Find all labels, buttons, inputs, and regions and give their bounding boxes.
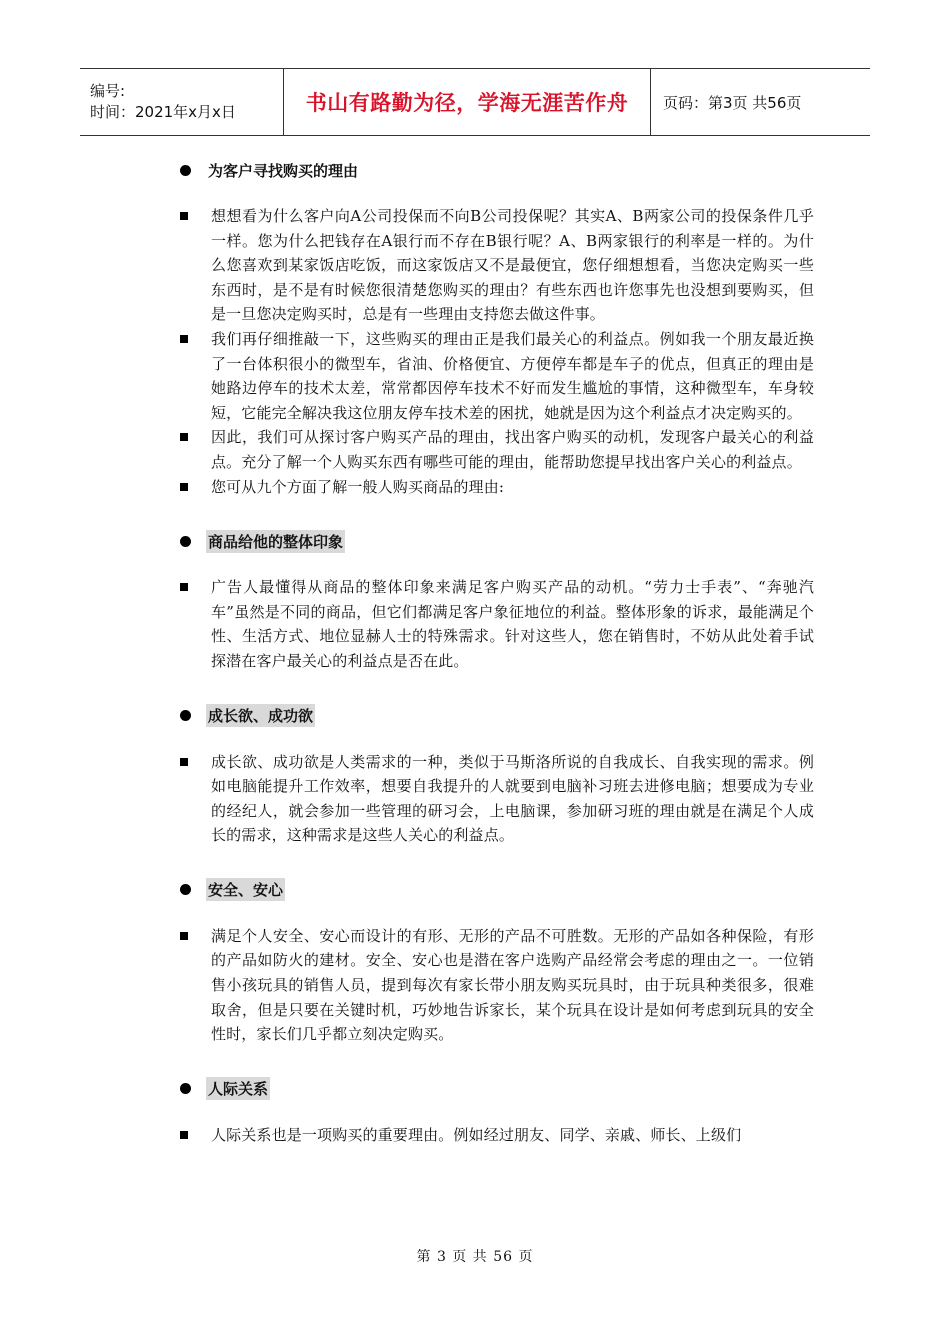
square-bullet-icon [180,932,188,940]
section-heading-text: 成长欲、成功欲 [206,704,315,727]
square-bullet-icon [180,483,188,491]
paragraph [178,924,814,1047]
section-heading-text: 商品给他的整体印象 [206,530,345,553]
header-meta [80,69,283,135]
square-bullet-icon [180,583,188,591]
document-header [80,68,870,136]
paragraph-text: 满足个人安全、安心而设计的有形、无形的产品不可胜数。无形的产品如各种保险，有形的产品如防火的建材。安全、安心也是潜在客户选购产品经常会考虑的理由之一。一位销售小孩玩具的销售人员，提到每次有家长带小朋友购买玩具时，由于玩具种类很多，很难取舍，但是只要在关键时机，巧妙地告诉家长，某个玩具在设计是如何考虑到玩具的安全性时，家长们几乎都立刻决定购买。 [211,926,814,1044]
square-bullet-icon [180,335,188,343]
paragraph [178,204,814,327]
section-heading [178,1069,814,1109]
round-bullet-icon [180,1083,191,1094]
round-bullet-icon [180,165,191,176]
paragraph-text: 广告人最懂得从商品的整体印象来满足客户购买产品的动机。“劳力士手表”、“奔驰汽车”虽然是不同的商品，但它们都满足客户象征地位的利益。整体形象的诉求，最能满足个性、生活方式、地位显赫人士的特殊需求。针对这些人，您在销售时，不妨从此处着手试探潜在客户最关心的利益点是否在此。 [211,578,814,670]
section-heading-text: 为客户寻找购买的理由 [208,161,359,180]
paragraph-text: 人际关系也是一项购买的重要理由。例如经过朋友、同学、亲戚、师长、上级们 [211,1125,742,1144]
header-time-label: 时间：2021年x月x日 [90,103,236,121]
paragraph [178,475,814,500]
section-heading [178,696,814,736]
round-bullet-icon [180,710,191,721]
header-motto: 书山有路勤为径，学海无涯苦作舟 [283,69,651,135]
paragraph [178,425,814,474]
paragraph-text: 因此，我们可从探讨客户购买产品的理由，找出客户购买的动机，发现客户最关心的利益点。充分了解一个人购买东西有哪些可能的理由，能帮助您提早找出客户关心的利益点。 [211,428,814,471]
paragraph-text: 成长欲、成功欲是人类需求的一种，类似于马斯洛所说的自我成长、自我实现的需求。例如电脑能提升工作效率，想要自我提升的人就要到电脑补习班去进修电脑；想要成为专业的经纪人，就会参加一些管理的研习会，上电脑课，参加研习班的理由就是在满足个人成长的需求，这种需求是这些人关心的利益点。 [211,752,814,845]
section-heading-text: 安全、安心 [206,878,285,901]
paragraph [178,575,814,673]
paragraph-text: 您可从九个方面了解一般人购买商品的理由: [211,477,505,496]
paragraph [178,327,814,425]
section-heading [178,521,814,561]
paragraph-text: 我们再仔细推敲一下，这些购买的理由正是我们最关心的利益点。例如我一个朋友最近换了一台体积很小的微型车，省油、价格便宜、方便停车都是车子的优点，但真正的理由是她路边停车的技术太差，常常都因停车技术不好而发生尴尬的事情，这种微型车，车身较短，它能完全解决我这位朋友停车技术差的困扰，她就是因为这个利益点才决定购买的。 [211,329,814,422]
header-number-label: 编号: [90,82,126,100]
square-bullet-icon [180,758,188,766]
section-heading [178,150,814,190]
header-page-label: 页码：第3页 共56页 [663,93,802,112]
paragraph [178,1123,814,1148]
document-body [178,150,814,1147]
round-bullet-icon [180,884,191,895]
section-heading [178,870,814,910]
section-heading-text: 人际关系 [206,1077,270,1100]
square-bullet-icon [180,1131,188,1139]
paragraph [178,750,814,848]
square-bullet-icon [180,212,188,220]
square-bullet-icon [180,433,188,441]
round-bullet-icon [180,536,191,547]
paragraph-text: 想想看为什么客户向A公司投保而不向B公司投保呢？其实A、B两家公司的投保条件几乎一样。您为什么把钱存在A银行而不存在B银行呢？A、B两家银行的利率是一样的。为什么您喜欢到某家饭店吃饭，而这家饭店又不是最便宜，您仔细想想看，当您决定购买一些东西时，是不是有时候您很清楚您购买的理由？有些东西也许您事先也没想到要购买，但是一旦您决定购买时，总是有一些理由支持您去做这件事。 [211,207,814,324]
page-footer: 第 3 页 共 56 页 [416,1249,534,1265]
